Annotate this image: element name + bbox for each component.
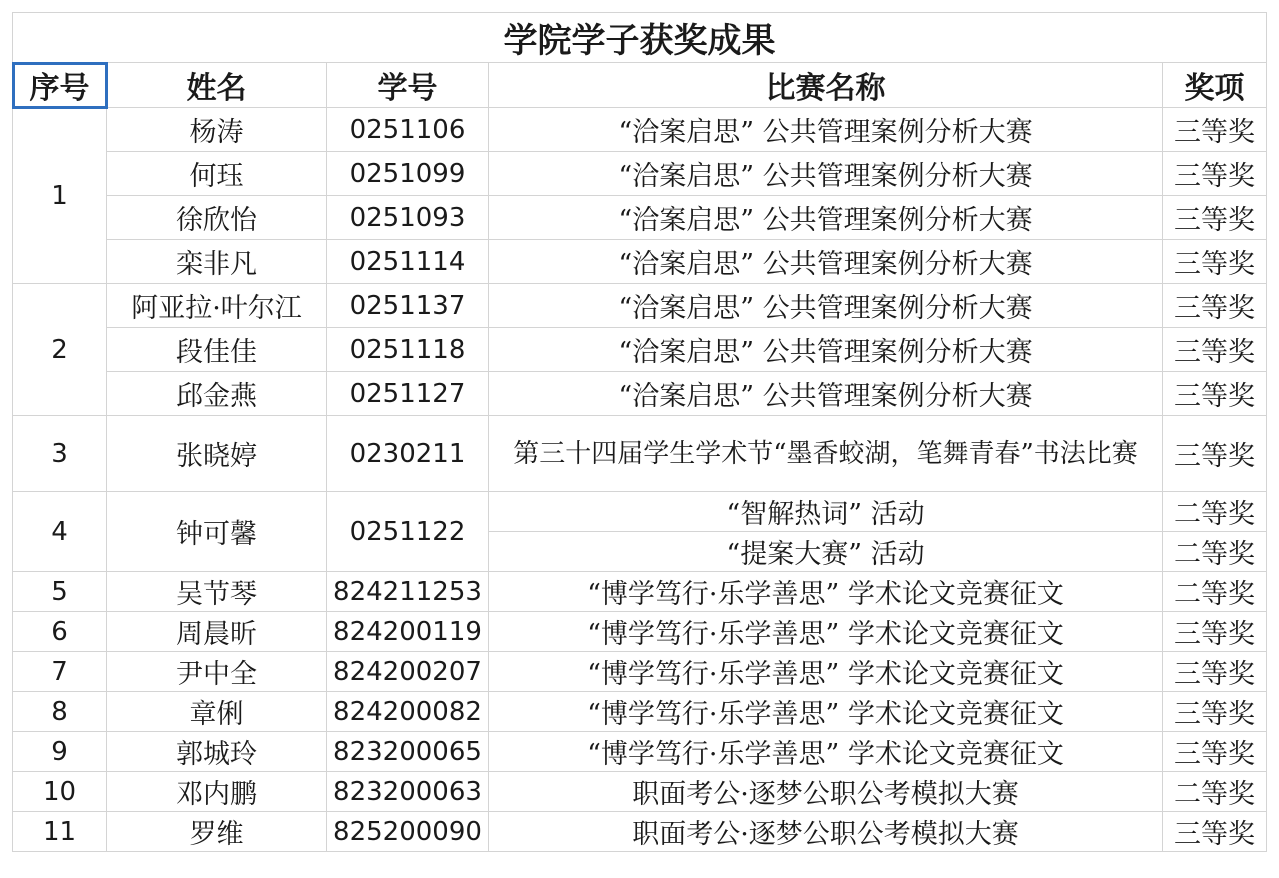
contest-cell[interactable]: “洽案启思” 公共管理案例分析大赛 bbox=[489, 240, 1163, 284]
table-row bbox=[13, 284, 1267, 328]
id-cell[interactable]: 0251099 bbox=[327, 152, 489, 196]
award-cell[interactable]: 二等奖 bbox=[1163, 492, 1267, 532]
seq-cell[interactable]: 1 bbox=[13, 108, 107, 284]
id-cell[interactable]: 0251122 bbox=[327, 492, 489, 572]
award-cell[interactable]: 三等奖 bbox=[1163, 732, 1267, 772]
table-row bbox=[13, 732, 1267, 772]
id-cell[interactable]: 0251093 bbox=[327, 196, 489, 240]
name-cell[interactable]: 何珏 bbox=[107, 152, 327, 196]
spreadsheet bbox=[12, 12, 1267, 852]
table-row bbox=[13, 572, 1267, 612]
contest-cell[interactable]: “智解热词” 活动 bbox=[489, 492, 1163, 532]
awards-table bbox=[12, 12, 1267, 852]
table-row bbox=[13, 328, 1267, 372]
name-cell[interactable]: 邱金燕 bbox=[107, 372, 327, 416]
header-contest[interactable]: 比赛名称 bbox=[489, 63, 1163, 108]
table-row bbox=[13, 812, 1267, 852]
name-cell[interactable]: 尹中全 bbox=[107, 652, 327, 692]
award-cell[interactable]: 二等奖 bbox=[1163, 572, 1267, 612]
contest-cell[interactable]: “提案大赛” 活动 bbox=[489, 532, 1163, 572]
award-cell[interactable]: 三等奖 bbox=[1163, 692, 1267, 732]
contest-cell[interactable]: “博学笃行·乐学善思” 学术论文竞赛征文 bbox=[489, 692, 1163, 732]
id-cell[interactable]: 824211253 bbox=[327, 572, 489, 612]
name-cell[interactable]: 周晨昕 bbox=[107, 612, 327, 652]
name-cell[interactable]: 章俐 bbox=[107, 692, 327, 732]
header-seq[interactable]: 序号 bbox=[13, 63, 107, 108]
header-id[interactable]: 学号 bbox=[327, 63, 489, 108]
seq-cell[interactable]: 11 bbox=[13, 812, 107, 852]
contest-cell[interactable]: “博学笃行·乐学善思” 学术论文竞赛征文 bbox=[489, 612, 1163, 652]
contest-cell[interactable]: “洽案启思” 公共管理案例分析大赛 bbox=[489, 372, 1163, 416]
id-cell[interactable]: 823200063 bbox=[327, 772, 489, 812]
seq-cell[interactable]: 7 bbox=[13, 652, 107, 692]
id-cell[interactable]: 824200207 bbox=[327, 652, 489, 692]
name-cell[interactable]: 段佳佳 bbox=[107, 328, 327, 372]
name-cell[interactable]: 杨涛 bbox=[107, 108, 327, 152]
contest-cell[interactable]: “博学笃行·乐学善思” 学术论文竞赛征文 bbox=[489, 652, 1163, 692]
seq-cell[interactable]: 9 bbox=[13, 732, 107, 772]
table-row bbox=[13, 652, 1267, 692]
table-row bbox=[13, 372, 1267, 416]
seq-cell[interactable]: 6 bbox=[13, 612, 107, 652]
contest-cell[interactable]: “博学笃行·乐学善思” 学术论文竞赛征文 bbox=[489, 572, 1163, 612]
award-cell[interactable]: 二等奖 bbox=[1163, 772, 1267, 812]
contest-cell[interactable]: “洽案启思” 公共管理案例分析大赛 bbox=[489, 196, 1163, 240]
award-cell[interactable]: 三等奖 bbox=[1163, 284, 1267, 328]
name-cell[interactable]: 邓内鹏 bbox=[107, 772, 327, 812]
id-cell[interactable]: 0251137 bbox=[327, 284, 489, 328]
header-award[interactable]: 奖项 bbox=[1163, 63, 1267, 108]
name-cell[interactable]: 张晓婷 bbox=[107, 416, 327, 492]
award-cell[interactable]: 三等奖 bbox=[1163, 812, 1267, 852]
id-cell[interactable]: 824200119 bbox=[327, 612, 489, 652]
header-row bbox=[13, 63, 1267, 108]
title-row bbox=[13, 13, 1267, 63]
award-cell[interactable]: 三等奖 bbox=[1163, 196, 1267, 240]
award-cell[interactable]: 三等奖 bbox=[1163, 652, 1267, 692]
contest-cell[interactable]: “洽案启思” 公共管理案例分析大赛 bbox=[489, 108, 1163, 152]
table-row bbox=[13, 152, 1267, 196]
name-cell[interactable]: 徐欣怡 bbox=[107, 196, 327, 240]
table-row bbox=[13, 772, 1267, 812]
contest-cell[interactable]: “洽案启思” 公共管理案例分析大赛 bbox=[489, 152, 1163, 196]
name-cell[interactable]: 罗维 bbox=[107, 812, 327, 852]
id-cell[interactable]: 0230211 bbox=[327, 416, 489, 492]
table-row bbox=[13, 196, 1267, 240]
name-cell[interactable]: 钟可馨 bbox=[107, 492, 327, 572]
table-row bbox=[13, 692, 1267, 732]
seq-cell[interactable]: 4 bbox=[13, 492, 107, 572]
award-cell[interactable]: 三等奖 bbox=[1163, 152, 1267, 196]
contest-cell[interactable]: “洽案启思” 公共管理案例分析大赛 bbox=[489, 328, 1163, 372]
contest-cell[interactable]: 职面考公·逐梦公职公考模拟大赛 bbox=[489, 772, 1163, 812]
seq-cell[interactable]: 10 bbox=[13, 772, 107, 812]
id-cell[interactable]: 0251114 bbox=[327, 240, 489, 284]
name-cell[interactable]: 吴节琴 bbox=[107, 572, 327, 612]
award-cell[interactable]: 三等奖 bbox=[1163, 612, 1267, 652]
table-row bbox=[13, 612, 1267, 652]
id-cell[interactable]: 823200065 bbox=[327, 732, 489, 772]
seq-cell[interactable]: 3 bbox=[13, 416, 107, 492]
contest-cell[interactable]: 职面考公·逐梦公职公考模拟大赛 bbox=[489, 812, 1163, 852]
header-name[interactable]: 姓名 bbox=[107, 63, 327, 108]
id-cell[interactable]: 825200090 bbox=[327, 812, 489, 852]
award-cell[interactable]: 三等奖 bbox=[1163, 240, 1267, 284]
contest-cell[interactable]: 第三十四届学生学术节“墨香蛟湖，笔舞青春”书法比赛 bbox=[489, 416, 1163, 492]
award-cell[interactable]: 三等奖 bbox=[1163, 372, 1267, 416]
table-row bbox=[13, 416, 1267, 492]
seq-cell[interactable]: 5 bbox=[13, 572, 107, 612]
table-row bbox=[13, 240, 1267, 284]
name-cell[interactable]: 郭城玲 bbox=[107, 732, 327, 772]
id-cell[interactable]: 824200082 bbox=[327, 692, 489, 732]
id-cell[interactable]: 0251106 bbox=[327, 108, 489, 152]
award-cell[interactable]: 三等奖 bbox=[1163, 416, 1267, 492]
name-cell[interactable]: 阿亚拉·叶尔江 bbox=[107, 284, 327, 328]
name-cell[interactable]: 栾非凡 bbox=[107, 240, 327, 284]
contest-cell[interactable]: “博学笃行·乐学善思” 学术论文竞赛征文 bbox=[489, 732, 1163, 772]
table-row bbox=[13, 492, 1267, 532]
id-cell[interactable]: 0251127 bbox=[327, 372, 489, 416]
award-cell[interactable]: 二等奖 bbox=[1163, 532, 1267, 572]
award-cell[interactable]: 三等奖 bbox=[1163, 108, 1267, 152]
table-title[interactable]: 学院学子获奖成果 bbox=[13, 13, 1267, 63]
seq-cell[interactable]: 2 bbox=[13, 284, 107, 416]
table-row bbox=[13, 108, 1267, 152]
id-cell[interactable]: 0251118 bbox=[327, 328, 489, 372]
contest-cell[interactable]: “洽案启思” 公共管理案例分析大赛 bbox=[489, 284, 1163, 328]
award-cell[interactable]: 三等奖 bbox=[1163, 328, 1267, 372]
seq-cell[interactable]: 8 bbox=[13, 692, 107, 732]
